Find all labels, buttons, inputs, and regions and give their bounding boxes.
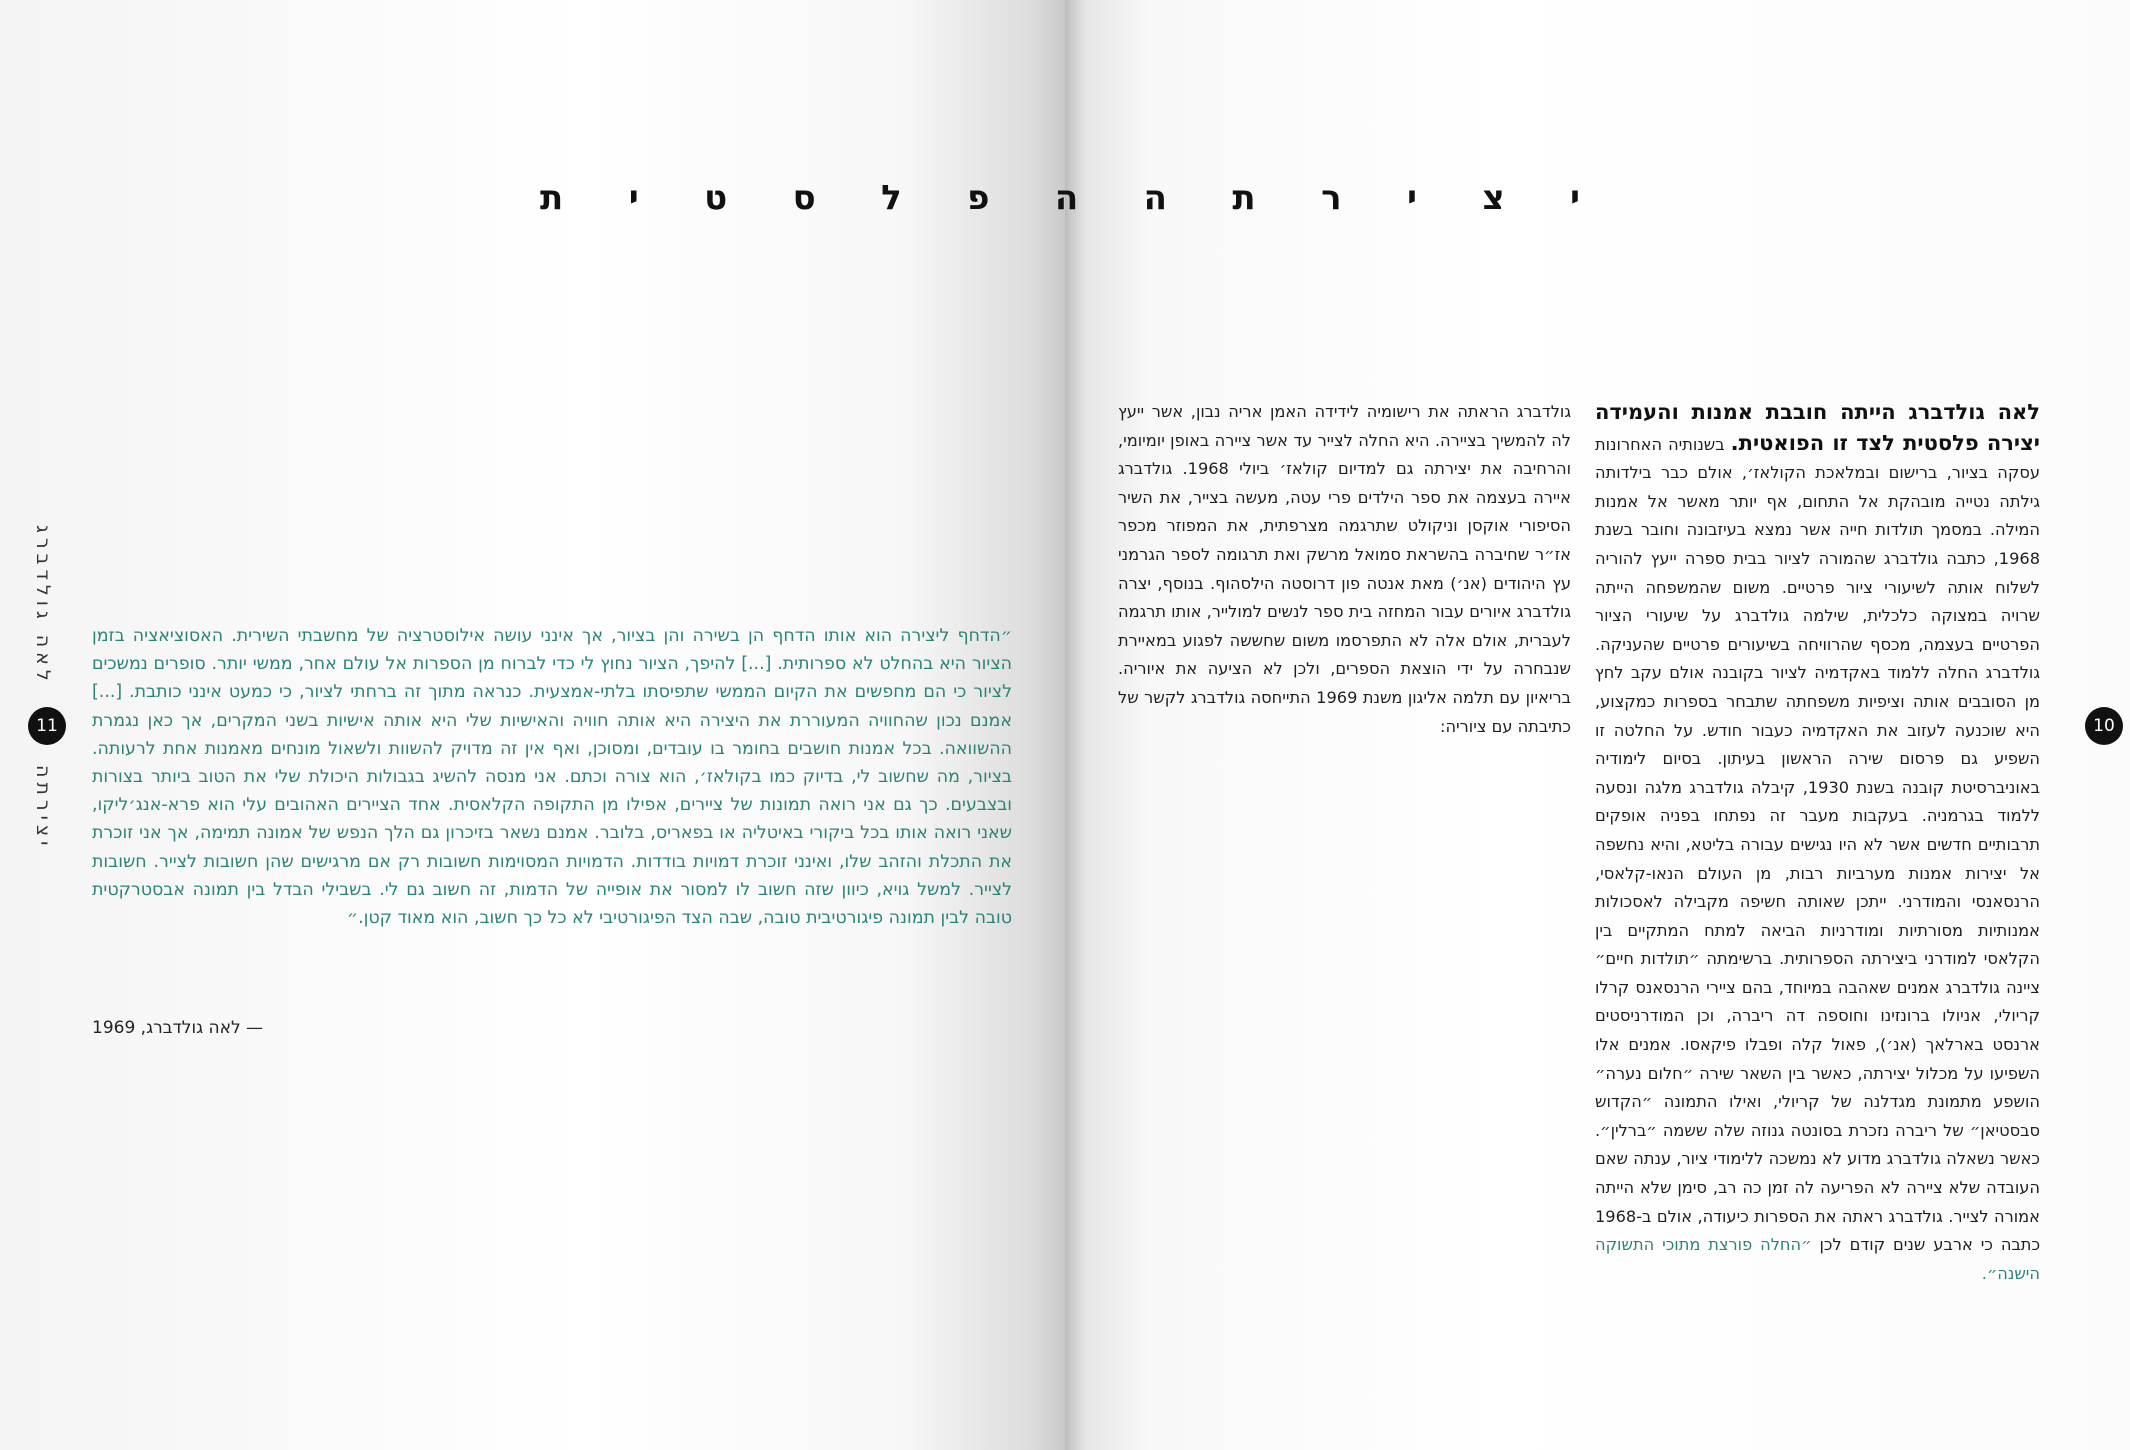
title-letter: ת xyxy=(540,178,564,218)
quote-text: ״הדחף ליצירה הוא אותו הדחף הן בשירה והן בציור, אך אינני עושה אילוסטרציה של מחשבתי השירית. האסוציאציה בזמן הציור היא בהחלט לא ספרותית. [...] להיפך, הציור נחוץ לי כדי לברוח מן הספרות אל עולם אחר, ממשי יותר. סופרים נמשכים לציור כי הם מחפשים את הקיום הממשי שתפיסתו בלתי-אמצעית. כנראה מתוך זה ברחתי לציור, כי כמעט אינני כותבת. [...] אמנם נכון שהחוויה המעוררת את היצירה היא אותה חוויה והאישיות שלי היא אותה אישיות בשני המקרים, אך כאן נגמרת ההשוואה. בכל אמנות חושבים בחומר בו עובדים, ומסוכן, ואף אין זה מדויק להשוות ולשאול מונחים מאמנות אחת לרעותה. בציור, מה שחשוב לי, בדיוק כמו בקולאז׳, הוא צורה וכתם. אני מנסה להשיג בגבולות היכולת שלי את הטוב ביותר בצורות ובצבעים. כך גם אני רואה תמונות של ציירים, אפילו מן התקופה הקלאסית. אחד הציירים האהובים עלי הוא פרא-אנג׳ליקו, שאני רואה אותו בכל ביקורי באיטליה או בפאריס, בלובר. אמנם נשאר בזיכרון גם הלך הנפש של אמונה תמימה, אך אני זוכרת את התכלת והזהב שלו, ואינני זוכרת דמויות בודדות. הדמויות המסוימות חשובות רק אם מרגישים שהן חשובות לצייר. חשובות לצייר. למשל גויא, כיוון שזה חשוב לו למסור את אופייה של הדמות, זה חשוב גם לי. בשבילי הבדל בין תמונה אבסטרקטית טובה לבין תמונה פיגורטיבית טובה, שבה הצד הפיגורטיבי לא כל כך חשוב, הוא מאוד קטן.״ xyxy=(92,626,1012,929)
title-letter: צ xyxy=(1482,178,1505,218)
title-letter: י xyxy=(628,178,639,218)
body-column-first xyxy=(1595,398,2040,1288)
title-letter: ה xyxy=(1054,178,1079,218)
lead-sentence: לאה גולדברג הייתה חובבת אמנות והעמידה יצירה פלסטית לצד זו הפואטית. xyxy=(1595,400,2040,455)
title-letter: ל xyxy=(881,178,902,218)
title-letter: ס xyxy=(792,178,816,218)
title-letter: י xyxy=(1569,178,1580,218)
body-column-second xyxy=(1118,398,1571,741)
title-letter: ה xyxy=(1143,178,1168,218)
title-letter: י xyxy=(1406,178,1417,218)
running-head-author: לאה גולדברג xyxy=(32,525,54,686)
body-paragraph xyxy=(1595,398,2040,1288)
title-letter: ט xyxy=(704,178,728,218)
chapter-title xyxy=(540,178,1580,228)
quote-block xyxy=(92,622,1012,932)
title-letter: פ xyxy=(967,178,990,218)
page-number-right: 10 xyxy=(2085,707,2123,745)
page-number-left: 11 xyxy=(28,707,66,745)
inline-quote: ״החלה פורצת מתוכי התשוקה הישנה״. xyxy=(1595,1235,2040,1283)
body-text: בשנותיה האחרונות עסקה בציור, ברישום ובמלאכת הקולאז׳, אולם כבר בילדותה גילתה נטייה מובהקת אל התחום, אף יותר מאשר אל אמנות המילה. במסמך תולדות חייה אשר נמצא בעיזבונה וחובר בשנת 1968, כתבה גולדברג שהמורה לציור בבית ספרה ייעץ להוריה לשלוח אותה לשיעורי ציור פרטיים. משום שהמשפחה הייתה שרויה במצוקה כלכלית, שילמה גולדברג על שיעורי הציור הפרטיים בעצמה, מכסף שהרוויחה בשיעורים פרטיים שהעניקה. גולדברג החלה ללמוד באקדמיה לציור בקובנה אולם עקב לחץ מן הסובבים אותה וציפיות משפחתה שתבחר בספרות כמקצוע, היא שוכנעה לעזוב את האקדמיה כעבור חודש. על החלטה זו השפיע גם פרסום שירה הראשון בעיתון. בסיום לימודיה באוניברסיטת קובנה בשנת 1930, קיבלה גולדברג מלגה ונסעה ללמוד בגרמניה. בעקבות מעבר זה נפתחו בפניה אופקים תרבותיים חדשים אשר לא היו נגישים עבורה בליטא, והיא נחשפה אל יצירות אמנות מערביות רבות, מן העולם הנאו-קלאסי, הרנסאנסי והמודרני. ייתכן שאותה חשיפה מקבילה לאסכולות אמנותיות מסורתיות ומודרניות הביאה למתח המתקיים בין הקלאסי למודרני ביצירתה הספרותית. ברשימתה ״תולדות חיים״ ציינה גולדברג אמנים שאהבה במיוחד, בהם ציירי הרנסאנס קרלו קריולי, אניולו ברונזינו וחוספה דה ריברה, וכן המודרניסטים ארנסט בארלאך (אנ׳), פאול קלה ופבלו פיקאסו. אמנים אלו השפיעו על מכלול יצירתה, כאשר בין השאר שירה ״חלום נערה״ הושפע מתמונת מגדלנה של קריולי, ואילו התמונה ״הקדוש סבסטיאן״ של ריברה נזכרת בסונטה גנוזה שלה ששמה ״ברלין״. כאשר נשאלה גולדברג מדוע לא נמשכה ללימודי ציור, ענתה שאם העובדה שלא ציירה לא הפריעה לה זמן כה רב, סימן שלא הייתה אמורה לצייר. גולדברג ראתה את הספרות כיעודה, אולם ב-1968 כתבה כי ארבע שנים קודם לכן xyxy=(1595,434,2041,1255)
running-head-section: יצירתה xyxy=(32,765,54,851)
title-letter: ת xyxy=(1232,178,1256,218)
title-letter: ר xyxy=(1321,178,1342,218)
body-paragraph: גולדברג הראתה את רישומיה לידידה האמן אריה נבון, אשר ייעץ לה להמשיך בציירה. היא החלה לצייר עד אשר ציירה באופן יומיומי, והרחיבה את יצירתה גם למדיום קולאז׳ ביולי 1968. גולדברג איירה בעצמה את ספר הילדים פרי עטה, מעשה בצייר, את השיר הסיפורי אוקסן וניקולט שתרגמה מצרפתית, את המפוזר מכפר אז״ר שחיברה בהשראת סמואל מרשק ואת תרגומה לספר הגרמני עץ היהודים (אנ׳) מאת אנטה פון דרוסטה הילסהוף. בנוסף, יצרה גולדברג איורים עבור המחזה בית ספר לנשים למולייר, אותו תרגמה לעברית, אולם אלה לא התפרסמו משום שחששה לפגוע במאיירת שנבחרה על ידי הוצאת הספרים, ולכן לא הציעה את איוריה. בריאיון עם תלמה אליגון משנת 1969 התייחסה גולדברג לקשר של כתיבתה עם ציוריה: xyxy=(1118,402,1572,736)
quote-attribution: — לאה גולדברג, 1969 xyxy=(92,1018,264,1038)
